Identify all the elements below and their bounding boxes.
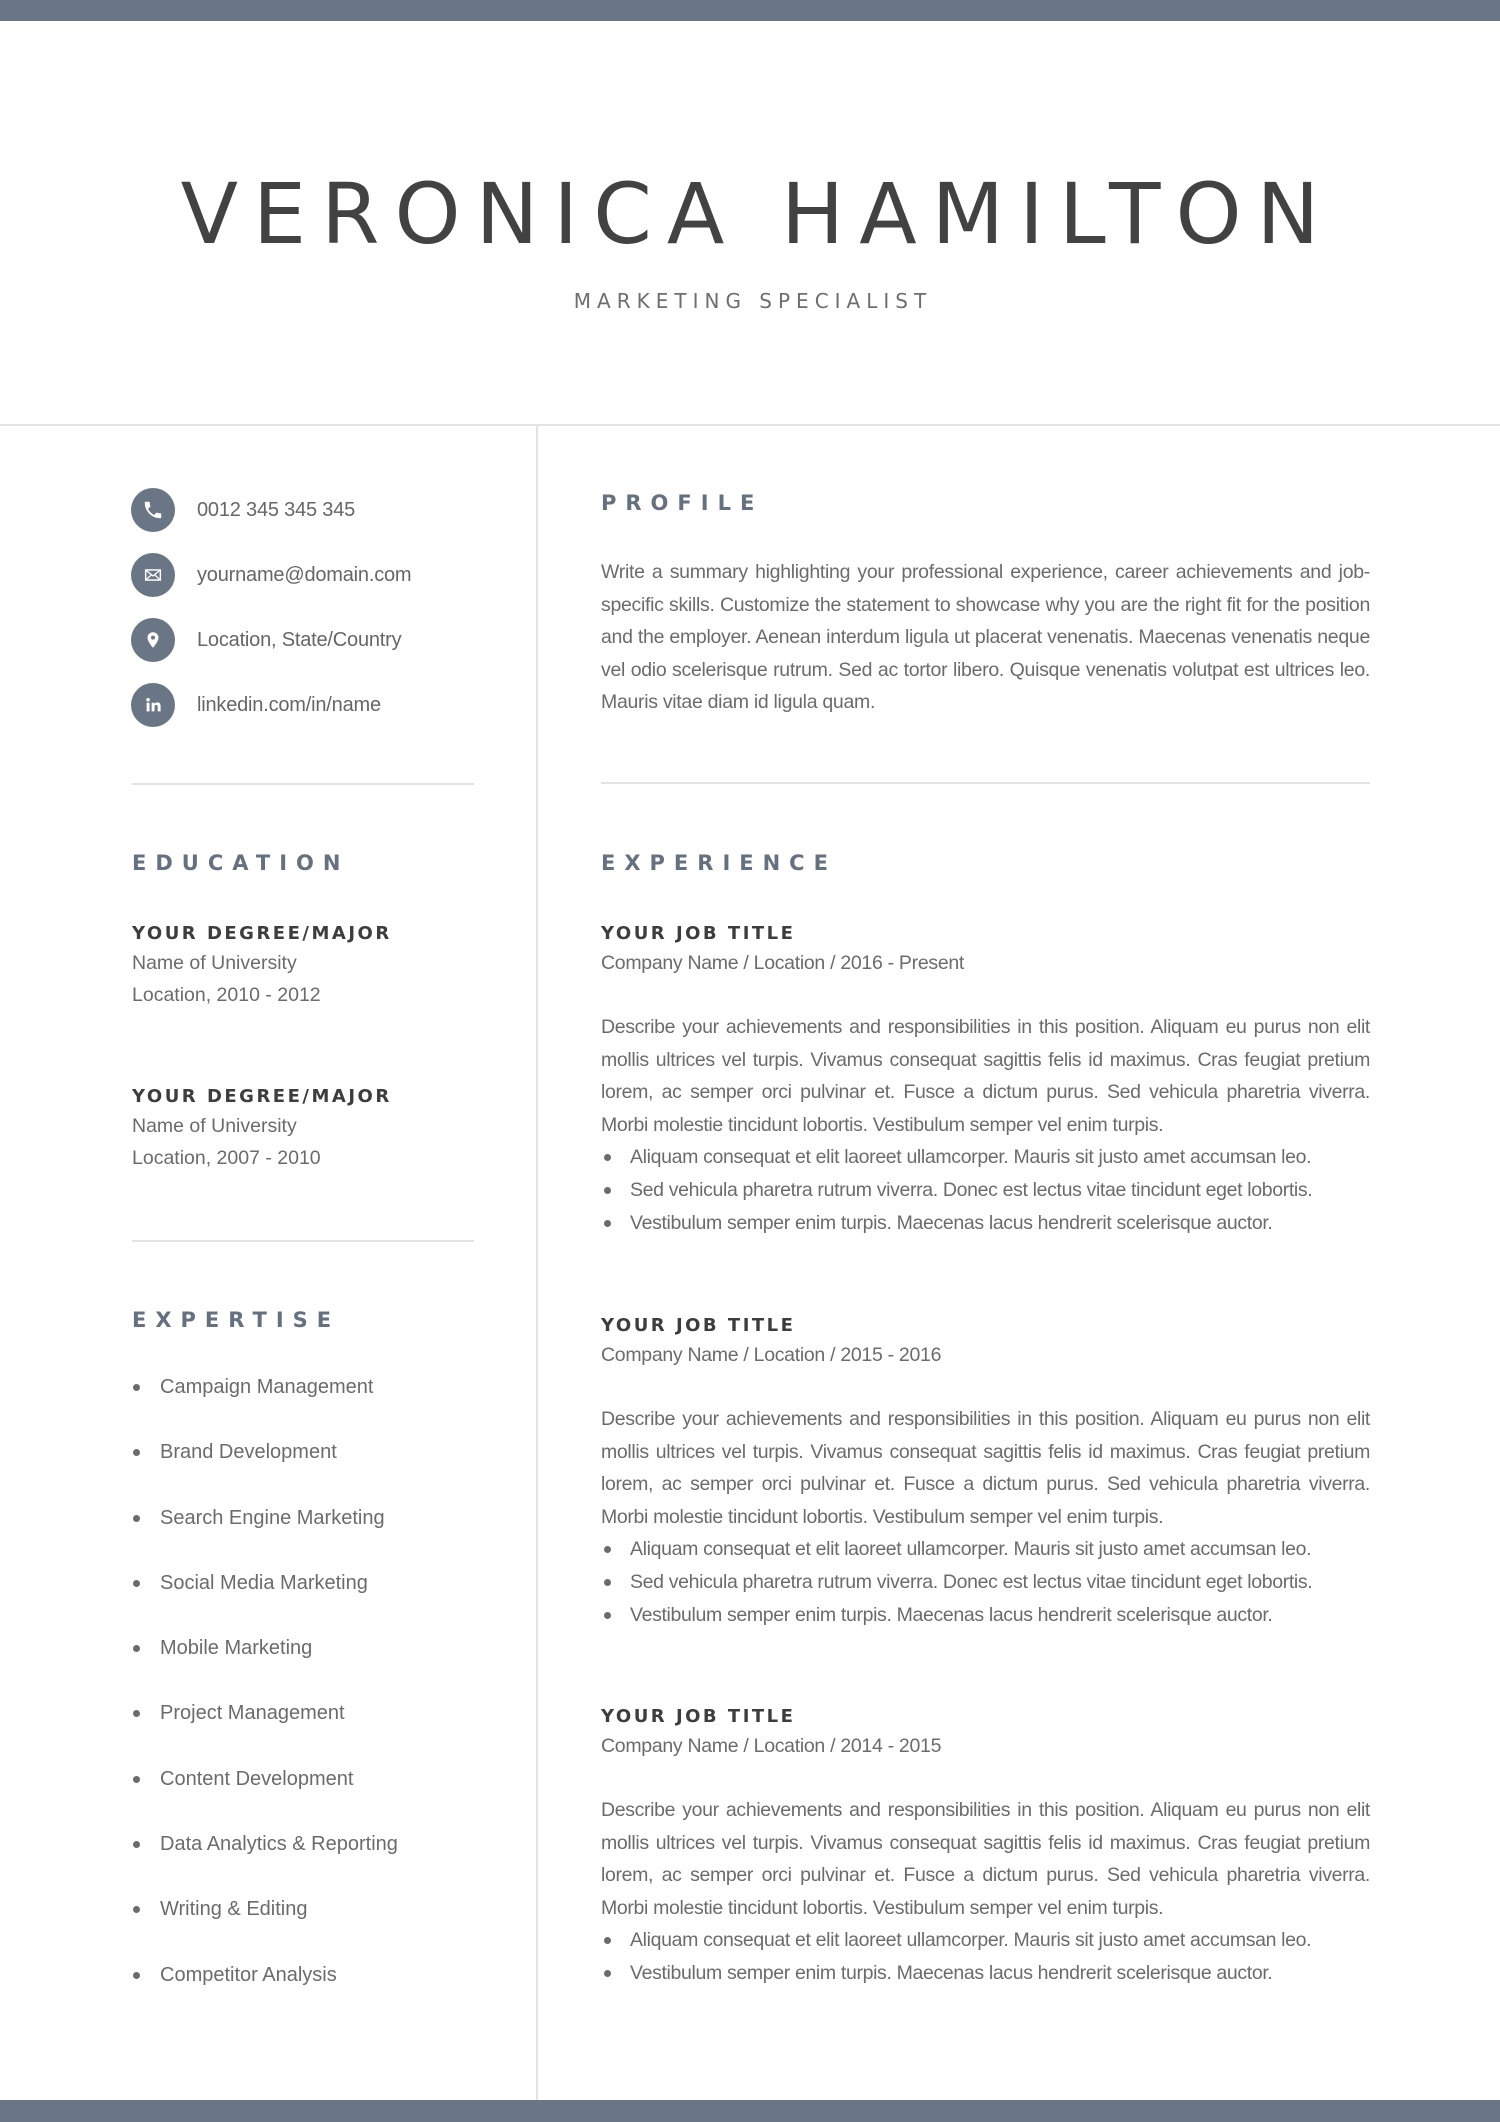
job-bullet-text: Vestibulum semper enim turpis. Maecenas lacus hendrerit scelerisque auctor. (630, 1961, 1273, 1984)
job-bullet (601, 1957, 1370, 1990)
education-entry (132, 921, 492, 1011)
contact-email-text: yourname@domain.com (197, 563, 412, 586)
contact-email (131, 553, 491, 597)
job-title: YOUR JOB TITLE (601, 1315, 796, 1336)
expertise-item (132, 1896, 512, 1961)
degree-title: YOUR DEGREE/MAJOR (132, 923, 392, 944)
bullet-icon (133, 1384, 140, 1391)
contact-location (131, 618, 491, 662)
expertise-label: Content Development (160, 1767, 354, 1790)
bullet-icon (604, 1937, 611, 1944)
expertise-label: Writing & Editing (160, 1898, 308, 1921)
expertise-label: Brand Development (160, 1441, 337, 1464)
job-bullet-text: Aliquam consequat et elit laoreet ullamcorper. Mauris sit justo amet accumsan leo. (630, 1538, 1312, 1561)
job-title: YOUR JOB TITLE (601, 923, 796, 944)
bullet-icon (604, 1154, 611, 1161)
profile-divider (601, 782, 1370, 784)
bullet-icon (133, 1449, 140, 1456)
job-bullet (601, 1533, 1370, 1566)
resume-header (0, 21, 1500, 424)
university-name: Name of University (132, 952, 297, 974)
job-entry (601, 1313, 1370, 1631)
job-description: Describe your achievements and responsibilities in this position. Aliquam eu purus non elit mollis ultrices vel turpis. Vivamus consequat sagittis felis id maximus. Cras feugiat pretium lorem, ac semper orci pulvinar et. Fusce a dictum purus. Sed vehicula pharetria viverra. Morbi molestie tincidunt lobortis. Vestibulum semper vel enim turpis. (601, 1016, 1370, 1136)
bullet-icon (604, 1970, 611, 1977)
expertise-label: Data Analytics & Reporting (160, 1833, 398, 1856)
university-name: Name of University (132, 1115, 297, 1137)
top-accent-bar (0, 0, 1500, 21)
job-description: Describe your achievements and responsibilities in this position. Aliquam eu purus non elit mollis ultrices vel turpis. Vivamus consequat sagittis felis id maximus. Cras feugiat pretium lorem, ac semper orci pulvinar et. Fusce a dictum purus. Sed vehicula pharetria viverra. Morbi molestie tincidunt lobortis. Vestibulum semper vel enim turpis. (601, 1799, 1370, 1919)
bullet-icon (133, 1580, 140, 1587)
job-bullet (601, 1207, 1370, 1240)
degree-title: YOUR DEGREE/MAJOR (132, 1086, 392, 1107)
bullet-icon (604, 1612, 611, 1619)
expertise-label: Social Media Marketing (160, 1571, 368, 1594)
job-company-location-dates: Company Name / Location / 2016 - Present (601, 952, 965, 974)
bullet-icon (133, 1776, 140, 1783)
bullet-icon (133, 1841, 140, 1848)
contact-location-text: Location, State/Country (197, 628, 402, 651)
education-location-dates: Location, 2007 - 2010 (132, 1147, 321, 1169)
bottom-accent-bar (0, 2100, 1500, 2122)
contact-linkedin (131, 683, 491, 727)
bullet-icon (133, 1906, 140, 1913)
job-bullets (601, 1533, 1370, 1631)
linkedin-icon (131, 683, 175, 727)
bullet-icon (604, 1579, 611, 1586)
bullet-icon (133, 1972, 140, 1979)
job-bullet-text: Vestibulum semper enim turpis. Maecenas lacus hendrerit scelerisque auctor. (630, 1603, 1273, 1626)
bullet-icon (133, 1515, 140, 1522)
job-bullet-text: Aliquam consequat et elit laoreet ullamcorper. Mauris sit justo amet accumsan leo. (630, 1146, 1312, 1169)
job-bullet (601, 1174, 1370, 1207)
bullet-icon (604, 1187, 611, 1194)
job-title: YOUR JOB TITLE (601, 1706, 796, 1727)
job-bullets (601, 1924, 1370, 1989)
expertise-label: Campaign Management (160, 1376, 374, 1398)
profile-heading: PROFILE (601, 491, 764, 515)
job-description: Describe your achievements and responsibilities in this position. Aliquam eu purus non elit mollis ultrices vel turpis. Vivamus consequat sagittis felis id maximus. Cras feugiat pretium lorem, ac semper orci pulvinar et. Fusce a dictum purus. Sed vehicula pharetria viverra. Morbi molestie tincidunt lobortis. Vestibulum semper vel enim turpis. (601, 1408, 1370, 1528)
job-bullet-text: Sed vehicula pharetra rutrum viverra. Donec est lectus vitae tincidunt eget lobortis. (630, 1178, 1313, 1201)
bullet-icon (133, 1645, 140, 1652)
contact-linkedin-text: linkedin.com/in/name (197, 693, 381, 716)
job-bullet-text: Sed vehicula pharetra rutrum viverra. Donec est lectus vitae tincidunt eget lobortis. (630, 1570, 1313, 1593)
expertise-label: Project Management (160, 1702, 345, 1725)
expertise-item (132, 1700, 512, 1765)
header-divider (0, 424, 1500, 426)
expertise-item (132, 1635, 512, 1700)
expertise-item (132, 1374, 512, 1439)
job-bullet-text: Vestibulum semper enim turpis. Maecenas lacus hendrerit scelerisque auctor. (630, 1211, 1273, 1234)
education-entry (132, 1084, 492, 1174)
bullet-icon (133, 1710, 140, 1717)
contact-phone (131, 488, 491, 532)
job-bullets (601, 1141, 1370, 1239)
email-icon (131, 553, 175, 597)
phone-icon (131, 488, 175, 532)
expertise-item (132, 1831, 512, 1896)
education-heading: EDUCATION (132, 851, 350, 875)
job-company-location-dates: Company Name / Location / 2014 - 2015 (601, 1735, 942, 1757)
candidate-name: VERONICA HAMILTON (180, 165, 1335, 263)
contact-divider (132, 783, 474, 785)
expertise-label: Search Engine Marketing (160, 1506, 385, 1529)
job-bullet (601, 1599, 1370, 1632)
contact-phone-text: 0012 345 345 345 (197, 498, 356, 521)
job-entry (601, 1704, 1370, 1990)
expertise-label: Mobile Marketing (160, 1637, 313, 1660)
job-entry (601, 921, 1370, 1239)
expertise-item (132, 1570, 512, 1635)
contact-list (131, 488, 491, 748)
bullet-icon (604, 1220, 611, 1227)
expertise-item (132, 1439, 512, 1504)
candidate-role: MARKETING SPECIALIST (573, 289, 933, 313)
expertise-heading: EXPERTISE (132, 1308, 341, 1332)
experience-heading: EXPERIENCE (601, 851, 837, 875)
profile-summary: Write a summary highlighting your professional experience, career achievements and job-specific skills. Customize the statement to showcase why you are the right fit for the position and the employer. Aenean interdum ligula ut placerat venenatis. Maecenas venenatis neque vel odio scelerisque rutrum. Sed ac tortor libero. Quisque venenatis volutpat est ultrices leo. Mauris vitae diam id ligula quam. (601, 561, 1370, 713)
job-company-location-dates: Company Name / Location / 2015 - 2016 (601, 1344, 942, 1366)
column-divider (536, 426, 538, 2100)
expertise-item (132, 1766, 512, 1831)
job-bullet (601, 1141, 1370, 1174)
expertise-item (132, 1505, 512, 1570)
expertise-list (132, 1374, 512, 2027)
education-divider (132, 1240, 474, 1242)
expertise-item (132, 1962, 512, 2027)
job-bullet (601, 1924, 1370, 1957)
job-bullet (601, 1566, 1370, 1599)
education-location-dates: Location, 2010 - 2012 (132, 984, 321, 1006)
location-pin-icon (131, 618, 175, 662)
bullet-icon (604, 1546, 611, 1553)
job-bullet-text: Aliquam consequat et elit laoreet ullamcorper. Mauris sit justo amet accumsan leo. (630, 1929, 1312, 1952)
expertise-label: Competitor Analysis (160, 1963, 337, 1986)
